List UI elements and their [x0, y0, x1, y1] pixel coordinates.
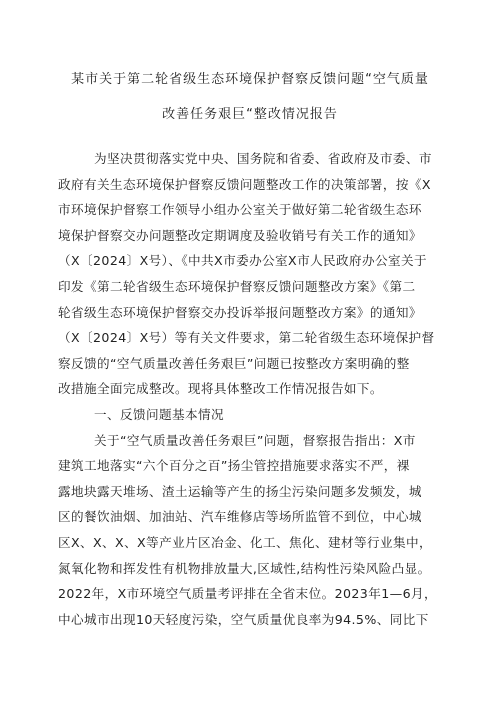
body-line: 露地块露天堆场、渣土运输等产生的扬尘污染问题多发频发，城 — [58, 483, 422, 499]
body-line: 氮氧化物和挥发性有机物排放量大,区域性,结构性污染风险凸显。 — [58, 560, 431, 576]
body-line: 政府有关生态环境保护督察反馈问题整改工作的决策部署，按《X — [58, 176, 431, 192]
body-line: 市环境保护督察工作领导小组办公室关于做好第二轮省级生态环 — [58, 202, 422, 218]
document-body — [58, 146, 448, 632]
body-line: 境保护督察交办问题整改定期调度及验收销号有关工作的通知》 — [58, 227, 422, 243]
body-line: 中心城市出现10天轻度污染，空气质量优良率为94.5%、同比下 — [58, 611, 429, 627]
body-line: 为坚决贯彻落实党中央、国务院和省委、省政府及市委、市 — [94, 151, 432, 166]
document-title-line-2: 改善任务艰巨“整改情况报告 — [162, 107, 338, 122]
body-line: 区的餐饮油烟、加油站、汽车维修店等场所监管不到位，中心城 — [58, 509, 422, 525]
body-line: 改措施全面完成整改。现将具体整改工作情况报告如下。 — [58, 381, 383, 397]
body-line: 察反馈的“空气质量改善任务艰巨”问题已按整改方案明确的整 — [58, 355, 410, 371]
body-line: （X〔2024〕X号）等有关文件要求，第二轮省级生态环境保护督 — [58, 330, 435, 346]
body-line: （X〔2024〕X号）、《中共X市委办公室X市人民政府办公室关于 — [58, 253, 428, 269]
body-line: 关于“空气质量改善任务艰巨”问题，督察报告指出：X市 — [94, 432, 416, 448]
body-line: 建筑工地落实“六个百分之百”扬尘管控措施要求落实不严，裸 — [58, 458, 410, 474]
document-title-line-1: 某市关于第二轮省级生态环境保护督察反馈问题“空气质量 — [71, 72, 429, 87]
body-line: 区X、X、X、X等产业片区冶金、化工、焦化、建材等行业集中， — [58, 534, 432, 550]
body-line: 轮省级生态环境保护督察交办投诉举报问题整改方案》的通知》 — [58, 304, 422, 320]
body-line: 印发《第二轮省级生态环境保护督察反馈问题整改方案》《第二 — [58, 278, 416, 294]
section-heading: 一、反馈问题基本情况 — [94, 406, 224, 422]
body-line: 2022年，X市环境空气质量考评排在全省末位。2023年1—6月， — [58, 586, 438, 602]
